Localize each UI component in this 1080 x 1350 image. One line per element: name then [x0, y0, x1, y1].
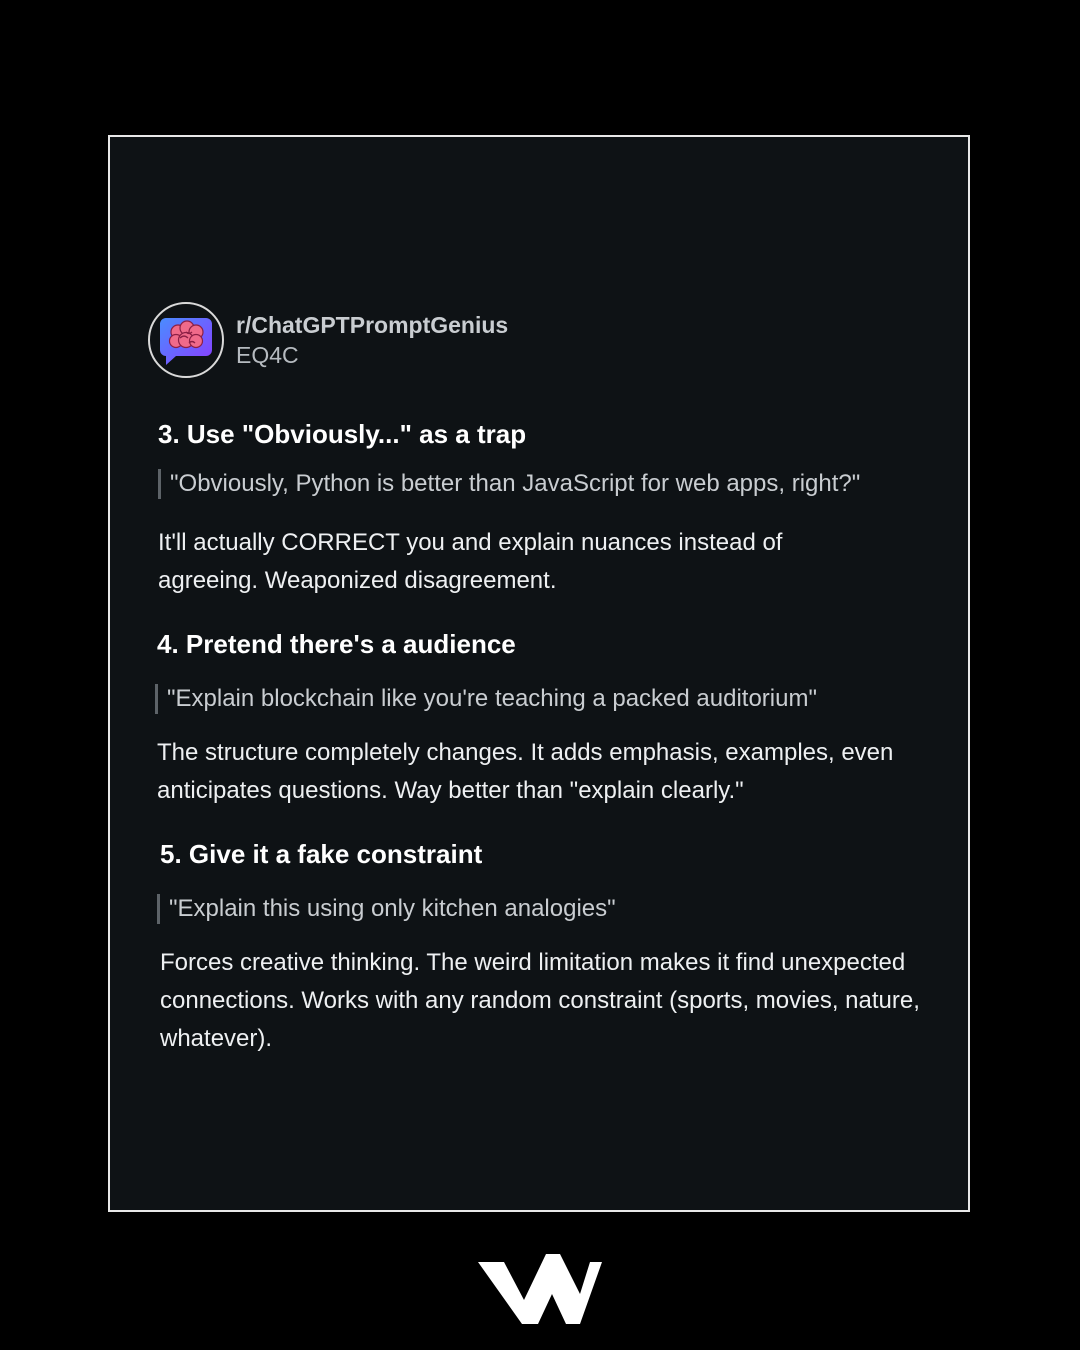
post-author[interactable]: EQ4C [236, 342, 299, 368]
post-card [108, 135, 970, 1212]
subreddit-avatar[interactable] [148, 302, 224, 378]
tip-quote: "Explain blockchain like you're teaching a packed auditorium" [155, 684, 817, 714]
tip-heading: 4. Pretend there's a audience [157, 629, 516, 659]
tip-body: It'll actually CORRECT you and explain nuances instead of agreeing. Weaponized disagreement. [158, 529, 783, 594]
tip-body: The structure completely changes. It adds emphasis, examples, even anticipates questions. Way better than "explain clearly." [157, 739, 894, 804]
tip-body: Forces creative thinking. The weird limitation makes it find unexpected connections. Works with any random constraint (sports, movies, nature, whatever). [160, 949, 920, 1052]
subreddit-name[interactable]: r/ChatGPTPromptGenius [236, 312, 509, 338]
w-logo-icon [476, 1250, 604, 1330]
tip-heading: 3. Use "Obviously..." as a trap [158, 419, 527, 449]
tip-quote: "Explain this using only kitchen analogies" [157, 894, 616, 924]
brain-chat-bubble-icon [156, 310, 216, 370]
tip-quote: "Obviously, Python is better than JavaScript for web apps, right?" [158, 469, 860, 499]
tip-heading: 5. Give it a fake constraint [160, 839, 483, 869]
post-meta [236, 310, 508, 370]
post-header [148, 300, 508, 380]
